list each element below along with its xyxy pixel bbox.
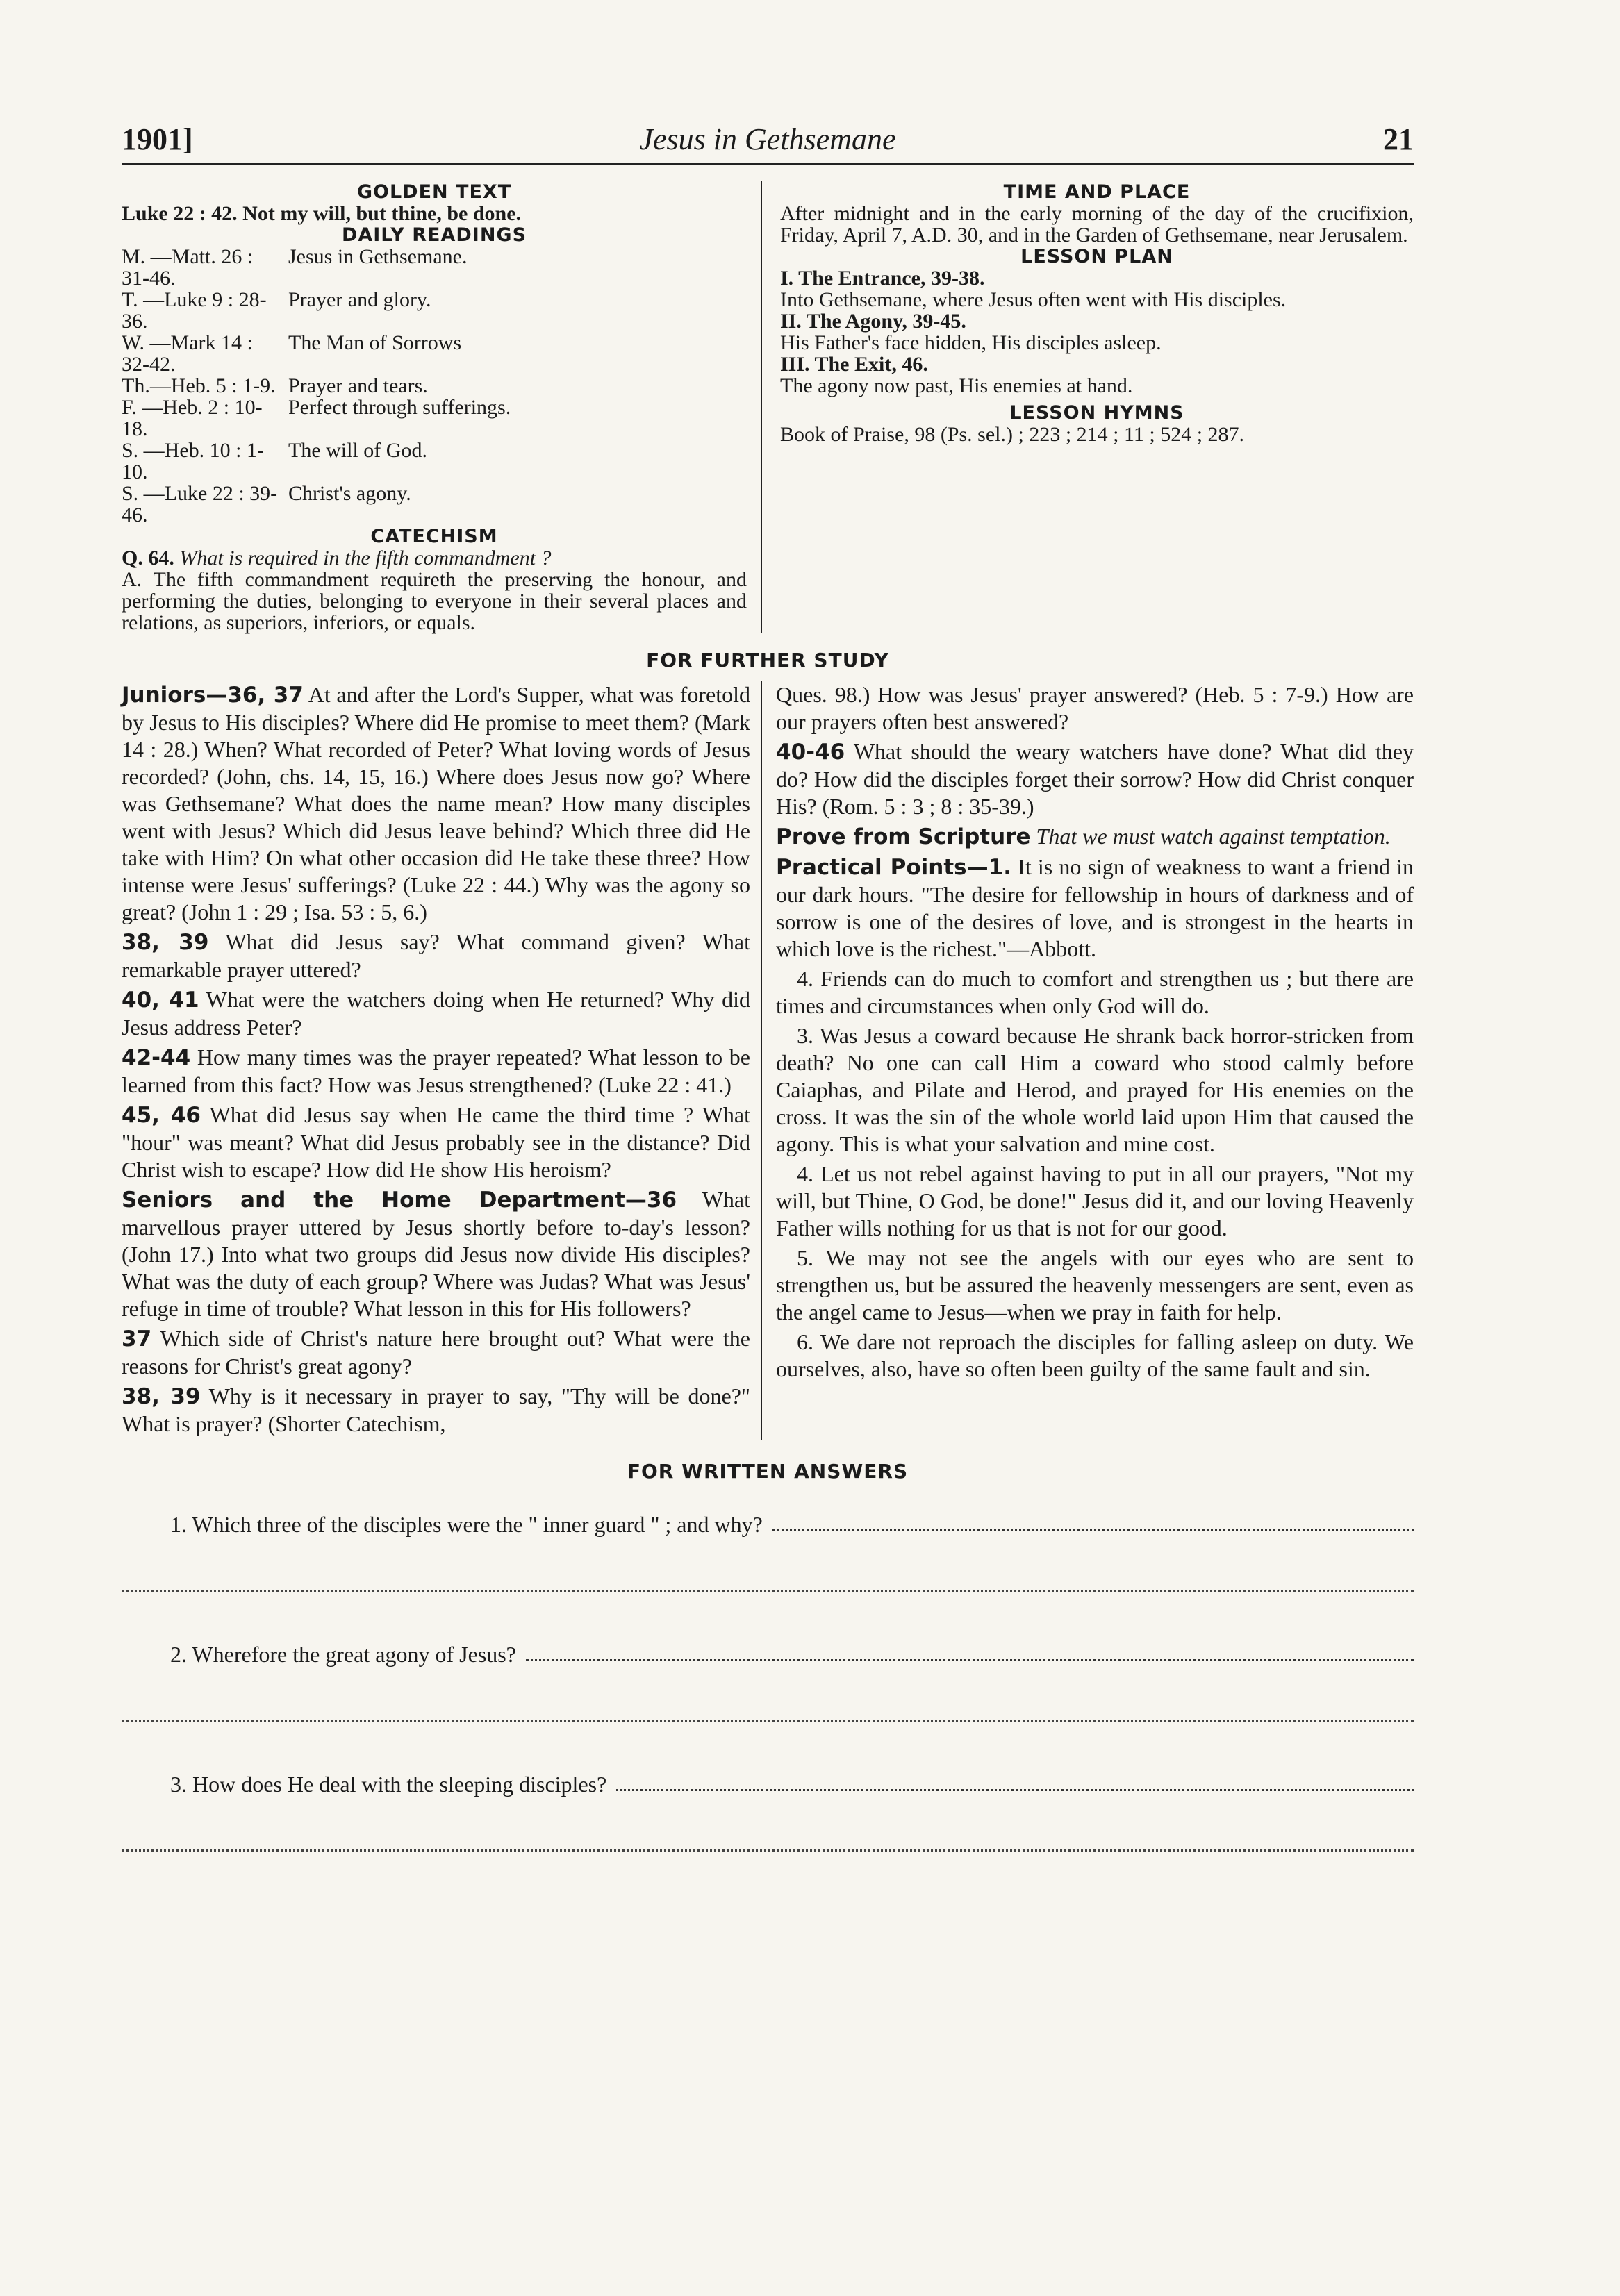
golden-text-heading: GOLDEN TEXT <box>356 181 512 203</box>
study-paragraph <box>122 1044 750 1099</box>
page-number: 21 <box>1383 122 1414 156</box>
time-and-place-heading: TIME AND PLACE <box>1003 181 1191 203</box>
study-text: Which side of Christ's nature here brought out? What were the reasons for Christ's great agony? <box>122 1326 751 1379</box>
written-answers <box>122 1511 1414 1852</box>
practical-lead: Practical Points—1. <box>776 855 1011 880</box>
study-lead: 38, 39 <box>122 930 209 955</box>
catechism-question <box>122 547 747 569</box>
study-text: What were the watchers doing when He returned? Why did Jesus address Peter? <box>122 987 751 1040</box>
study-lead: 40, 41 <box>122 988 199 1013</box>
left-summary-column <box>122 181 762 633</box>
daily-readings-heading: DAILY READINGS <box>341 224 527 246</box>
prove-lead: Prove from Scripture <box>776 824 1031 849</box>
written-answers-heading: FOR WRITTEN ANSWERS <box>627 1460 909 1483</box>
study-text: How many times was the prayer repeated? What lesson to be learned from this fact? How was Jesus strengthened? (Luke 22 : 41.) <box>122 1045 751 1097</box>
study-text: What marvellous prayer uttered by Jesus shortly before to-day's lesson? (John 17.) Into what two groups did Jesus now divide His disciples? What was the duty of each group? Where was Judas? What was Jesus' refuge in time of trouble? What lesson in this for His followers? <box>122 1187 751 1321</box>
answer-line[interactable] <box>616 1770 1414 1791</box>
further-study <box>122 681 1414 1440</box>
practical-point: 4. Friends can do much to comfort and strengthen us ; but there are times and circumstances when only God will do. <box>776 966 1414 1018</box>
study-lead: 45, 46 <box>122 1103 201 1128</box>
answer-line[interactable] <box>526 1640 1414 1661</box>
further-study-column-2 <box>762 681 1414 1440</box>
catechism-answer: A. The fifth commandment requireth the preserving the honour, and performing the duties, belonging to everyone in their several places and relations, as superiors, inferiors, or equals. <box>122 568 747 634</box>
answer-line[interactable] <box>122 1717 1414 1722</box>
study-text: Why is it necessary in prayer to say, "Thy will be done?" What is prayer? (Shorter Catechism, <box>122 1383 750 1436</box>
answer-line[interactable] <box>772 1511 1414 1531</box>
catechism-question-text: What is required in the fifth commandment ? <box>179 547 552 569</box>
reading-ref: M. —Matt. 26 : 31-46. <box>122 245 254 290</box>
study-paragraph <box>122 1186 750 1322</box>
study-paragraph <box>122 1325 750 1380</box>
reading-title: The Man of Sorrows <box>288 331 462 354</box>
study-text: What should the weary watchers have done? What did they do? How did the disciples forget their sorrow? How did Christ conquer His? (Rom. 5 : 3 ; 8 : 35-39.) <box>776 739 1414 819</box>
reading-title: Prayer and tears. <box>288 374 428 397</box>
study-paragraph <box>122 1101 750 1183</box>
practical-text: It is no sign of weakness to want a friend in our dark hours. "The desire for fellowship in hours of darkness and of sorrow is one of the desires of love, and is strongest in the hearts in which love is the richest."—Abbott. <box>776 854 1414 961</box>
study-lead: Seniors and the Home Department—36 <box>122 1188 677 1213</box>
lesson-plan-item <box>780 267 1414 310</box>
study-paragraph <box>122 986 750 1041</box>
catechism-question-label: Q. 64. <box>122 547 174 569</box>
prove-from-scripture <box>776 823 1414 851</box>
study-paragraph <box>122 1383 750 1438</box>
written-question-text: 1. Which three of the disciples were the " inner guard " ; and why? <box>170 1512 763 1537</box>
right-summary-column <box>762 181 1414 633</box>
page <box>122 122 1414 1852</box>
reading-ref: T. —Luke 9 : 28-36. <box>122 288 267 333</box>
study-text: What did Jesus say? What command given? What remarkable prayer uttered? <box>122 929 751 982</box>
reading-ref: W. —Mark 14 : 32-42. <box>122 331 253 376</box>
lesson-hymns-heading: LESSON HYMNS <box>1009 402 1184 424</box>
study-lead: 40-46 <box>776 740 845 765</box>
lesson-plan-item-title: I. The Entrance, 39-38. <box>780 267 985 290</box>
reading-ref: F. —Heb. 2 : 10-18. <box>122 396 263 440</box>
written-question <box>170 1640 1414 1668</box>
further-study-column-1 <box>122 681 762 1440</box>
page-header <box>122 122 1414 165</box>
study-paragraph <box>776 738 1414 820</box>
study-text: At and after the Lord's Supper, what was foretold by Jesus to His disciples? Where did He promise to meet them? (Mark 14 : 28.) When? What recorded of Peter? What loving words of Jesus recorded? (John, chs. 14, 15, 16.) Where does Jesus now go? Where was Gethsemane? What does the name mean? How many disciples went with Jesus? Which did Jesus leave behind? Which three did He take with Him? On what other occasion did He take these three? How intense were Jesus' sufferings? (Luke 22 : 44.) Why was the agony so great? (John 1 : 29 ; Isa. 53 : 5, 6.) <box>122 682 751 924</box>
answer-line[interactable] <box>122 1587 1414 1592</box>
lesson-summary <box>122 181 1414 633</box>
lesson-plan-item-desc: His Father's face hidden, His disciples asleep. <box>780 331 1162 354</box>
written-question <box>170 1770 1414 1798</box>
practical-point: 3. Was Jesus a coward because He shrank back horror-stricken from death? No one can call Him a coward who stood calmly before Caiaphas, and Pilate and Herod, and prayed for His enemies on the cross. It was the sin of the whole world laid upon Him that caused the agony. This is what your salvation and mine cost. <box>776 1023 1414 1156</box>
lesson-plan-item <box>780 353 1414 397</box>
lesson-hymns-text: Book of Praise, 98 (Ps. sel.) ; 223 ; 214 ; 11 ; 524 ; 287. <box>780 423 1245 446</box>
study-paragraph: Ques. 98.) How was Jesus' prayer answered? (Heb. 5 : 7-9.) How are our prayers often best answered? <box>776 682 1414 734</box>
time-and-place-text: After midnight and in the early morning of the day of the crucifixion, Friday, April 7, A.D. 30, and in the Garden of Gethsemane, near Jerusalem. <box>780 202 1414 247</box>
golden-text: Luke 22 : 42. Not my will, but thine, be done. <box>122 202 522 225</box>
written-question-text: 2. Wherefore the great agony of Jesus? <box>170 1642 516 1667</box>
lesson-plan-heading: LESSON PLAN <box>1020 246 1173 267</box>
further-study-heading: FOR FURTHER STUDY <box>646 649 889 672</box>
lesson-plan-item-desc: The agony now past, His enemies at hand. <box>780 374 1133 397</box>
written-question-text: 3. How does He deal with the sleeping disciples? <box>170 1772 607 1797</box>
practical-point: 6. We dare not reproach the disciples for falling asleep on duty. We ourselves, also, have so often been guilty of the same fault and sin. <box>776 1329 1414 1381</box>
study-lead: Juniors—36, 37 <box>122 683 304 708</box>
answer-line[interactable] <box>122 1847 1414 1852</box>
header-year: 1901] <box>122 122 193 156</box>
written-question <box>170 1511 1414 1538</box>
study-paragraph <box>122 681 750 926</box>
study-lead: 42-44 <box>122 1045 191 1070</box>
prove-text: That we must watch against temptation. <box>1036 824 1391 849</box>
reading-title: Prayer and glory. <box>288 288 431 311</box>
reading-ref: Th.—Heb. 5 : 1-9. <box>122 374 276 397</box>
study-lead: 38, 39 <box>122 1384 201 1409</box>
lesson-plan-item-desc: Into Gethsemane, where Jesus often went with His disciples. <box>780 288 1287 311</box>
catechism-heading: CATECHISM <box>370 526 498 547</box>
page-title: Jesus in Gethsemane <box>639 122 896 156</box>
reading-ref: S. —Heb. 10 : 1-10. <box>122 439 264 483</box>
lesson-plan-item-title: III. The Exit, 46. <box>780 353 928 376</box>
practical-points <box>776 854 1414 963</box>
lesson-plan-item <box>780 310 1414 353</box>
study-lead: 37 <box>122 1326 152 1351</box>
study-paragraph <box>122 929 750 983</box>
practical-point: 5. We may not see the angels with our eyes who are sent to strengthen us, but be assured the heavenly messengers are sent, even as the angel came to Jesus—when we pray in faith for help. <box>776 1245 1414 1324</box>
daily-readings-list <box>122 246 747 526</box>
study-text: What did Jesus say when He came the third time ? What "hour" was meant? What did Jesus probably see in the distance? Did Christ wish to escape? How did He show His heroism? <box>122 1102 751 1182</box>
reading-title: Christ's agony. <box>288 482 411 505</box>
practical-point: 4. Let us not rebel against having to put in all our prayers, "Not my will, but Thine, O God, be done!" Jesus did it, and our loving Heavenly Father wills nothing for us that is not for our good. <box>776 1161 1414 1240</box>
lesson-plan-item-title: II. The Agony, 39-45. <box>780 310 966 333</box>
reading-title: The will of God. <box>288 439 427 462</box>
reading-title: Perfect through sufferings. <box>288 396 511 419</box>
reading-ref: S. —Luke 22 : 39-46. <box>122 482 278 526</box>
reading-title: Jesus in Gethsemane. <box>288 245 468 268</box>
